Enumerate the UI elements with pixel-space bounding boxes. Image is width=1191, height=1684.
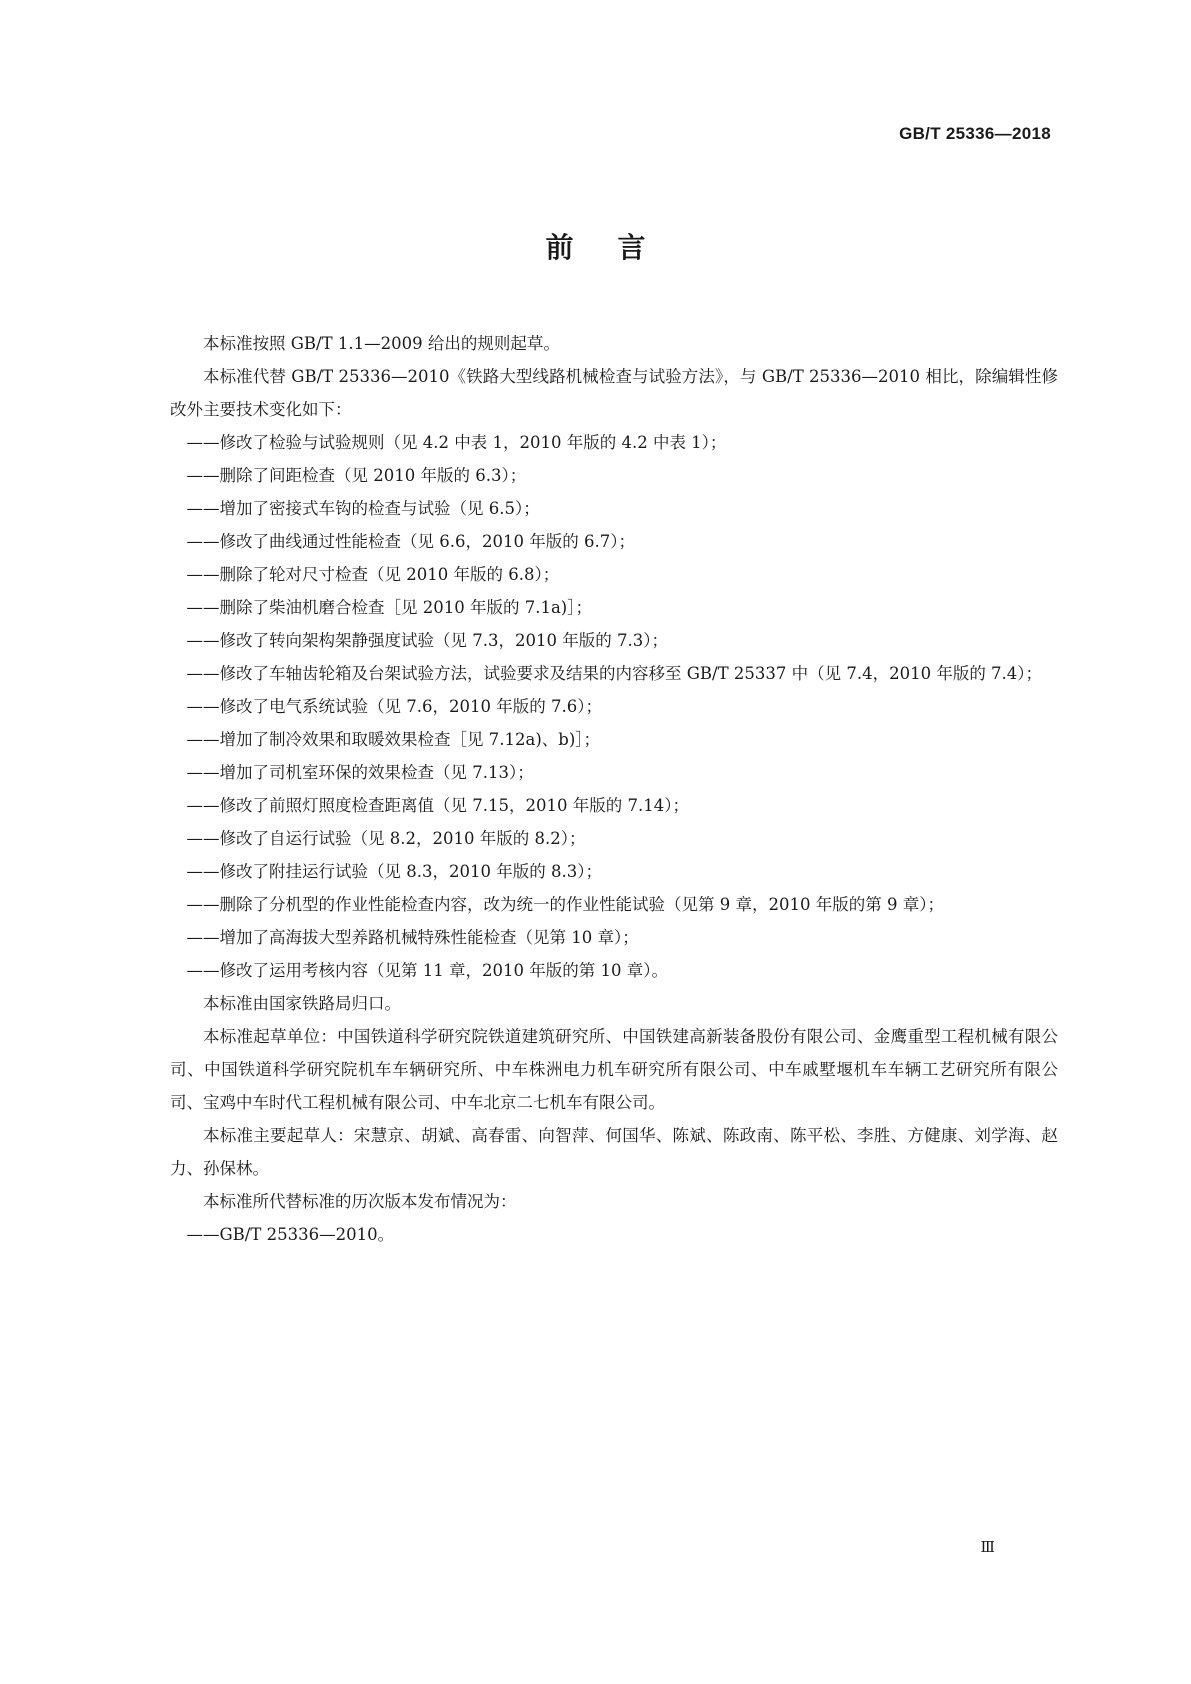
change-item: ——增加了高海拔大型养路机械特殊性能检查（见第 10 章）； — [186, 928, 639, 947]
standard-number: GB/T 25336—2018 — [899, 124, 1051, 143]
change-item: ——修改了车轴齿轮箱及台架试验方法，试验要求及结果的内容移至 GB/T 25337 中（见 7.4，2010 年版的 7.4）； — [186, 664, 1043, 683]
change-item: ——删除了轮对尺寸检查（见 2010 年版的 6.8）； — [186, 565, 560, 584]
change-item: ——删除了分机型的作业性能检查内容，改为统一的作业性能试验（见第 9 章，2010 年版的第 9 章）； — [186, 895, 944, 914]
change-item: ——增加了密接式车钩的检查与试验（见 6.5）； — [186, 499, 540, 518]
change-item: ——修改了曲线通过性能检查（见 6.6，2010 年版的 6.7）； — [186, 532, 635, 551]
foreword-body — [170, 327, 1058, 1251]
paragraph-drafting-units: 本标准起草单位：中国铁道科学研究院铁道建筑研究所、中国铁建高新装备股份有限公司、金鹰重型工程机械有限公司、中国铁道科学研究院机车车辆研究所、中车株洲电力机车研究所有限公司、中车戚墅堰机车车辆工艺研究所有限公司、宝鸡中车时代工程机械有限公司、中车北京二七机车有限公司。 — [170, 1027, 1058, 1112]
change-item: ——增加了司机室环保的效果检查（见 7.13）； — [186, 763, 534, 782]
change-item: ——修改了自运行试验（见 8.2，2010 年版的 8.2）； — [186, 829, 586, 848]
change-item: ——修改了运用考核内容（见第 11 章，2010 年版的第 10 章）。 — [186, 961, 668, 980]
change-item: ——增加了制冷效果和取暖效果检查［见 7.12a)、b)］； — [186, 730, 601, 749]
change-item: ——删除了柴油机磨合检查［见 2010 年版的 7.1a)］； — [186, 598, 592, 617]
history-item: ——GB/T 25336—2010。 — [186, 1225, 395, 1244]
paragraph-history-intro: 本标准所代替标准的历次版本发布情况为： — [203, 1192, 517, 1211]
change-item: ——修改了附挂运行试验（见 8.3，2010 年版的 8.3）； — [186, 862, 602, 881]
paragraph-administration: 本标准由国家铁路局归口。 — [203, 994, 401, 1013]
change-item: ——修改了检验与试验规则（见 4.2 中表 1，2010 年版的 4.2 中表 1）； — [186, 433, 727, 452]
paragraph-drafters: 本标准主要起草人：宋慧京、胡斌、高春雷、向智萍、何国华、陈斌、陈政南、陈平松、李胜、方健康、刘学海、赵力、孙保林。 — [170, 1126, 1058, 1178]
page-title: 前言 — [545, 231, 690, 264]
change-item: ——修改了前照灯照度检查距离值（见 7.15，2010 年版的 7.14）； — [186, 796, 689, 815]
paragraph-drafting-rules: 本标准按照 GB/T 1.1—2009 给出的规则起草。 — [203, 334, 560, 353]
change-item: ——修改了转向架构架静强度试验（见 7.3，2010 年版的 7.3）； — [186, 631, 668, 650]
change-item: ——修改了电气系统试验（见 7.6，2010 年版的 7.6）； — [186, 697, 602, 716]
change-item: ——删除了间距检查（见 2010 年版的 6.3）； — [186, 466, 527, 485]
paragraph-replacement: 本标准代替 GB/T 25336—2010《铁路大型线路机械检查与试验方法》，与 GB/T 25336—2010 相比，除编辑性修改外主要技术变化如下： — [170, 367, 1058, 419]
page-number: Ⅲ — [980, 1538, 995, 1556]
